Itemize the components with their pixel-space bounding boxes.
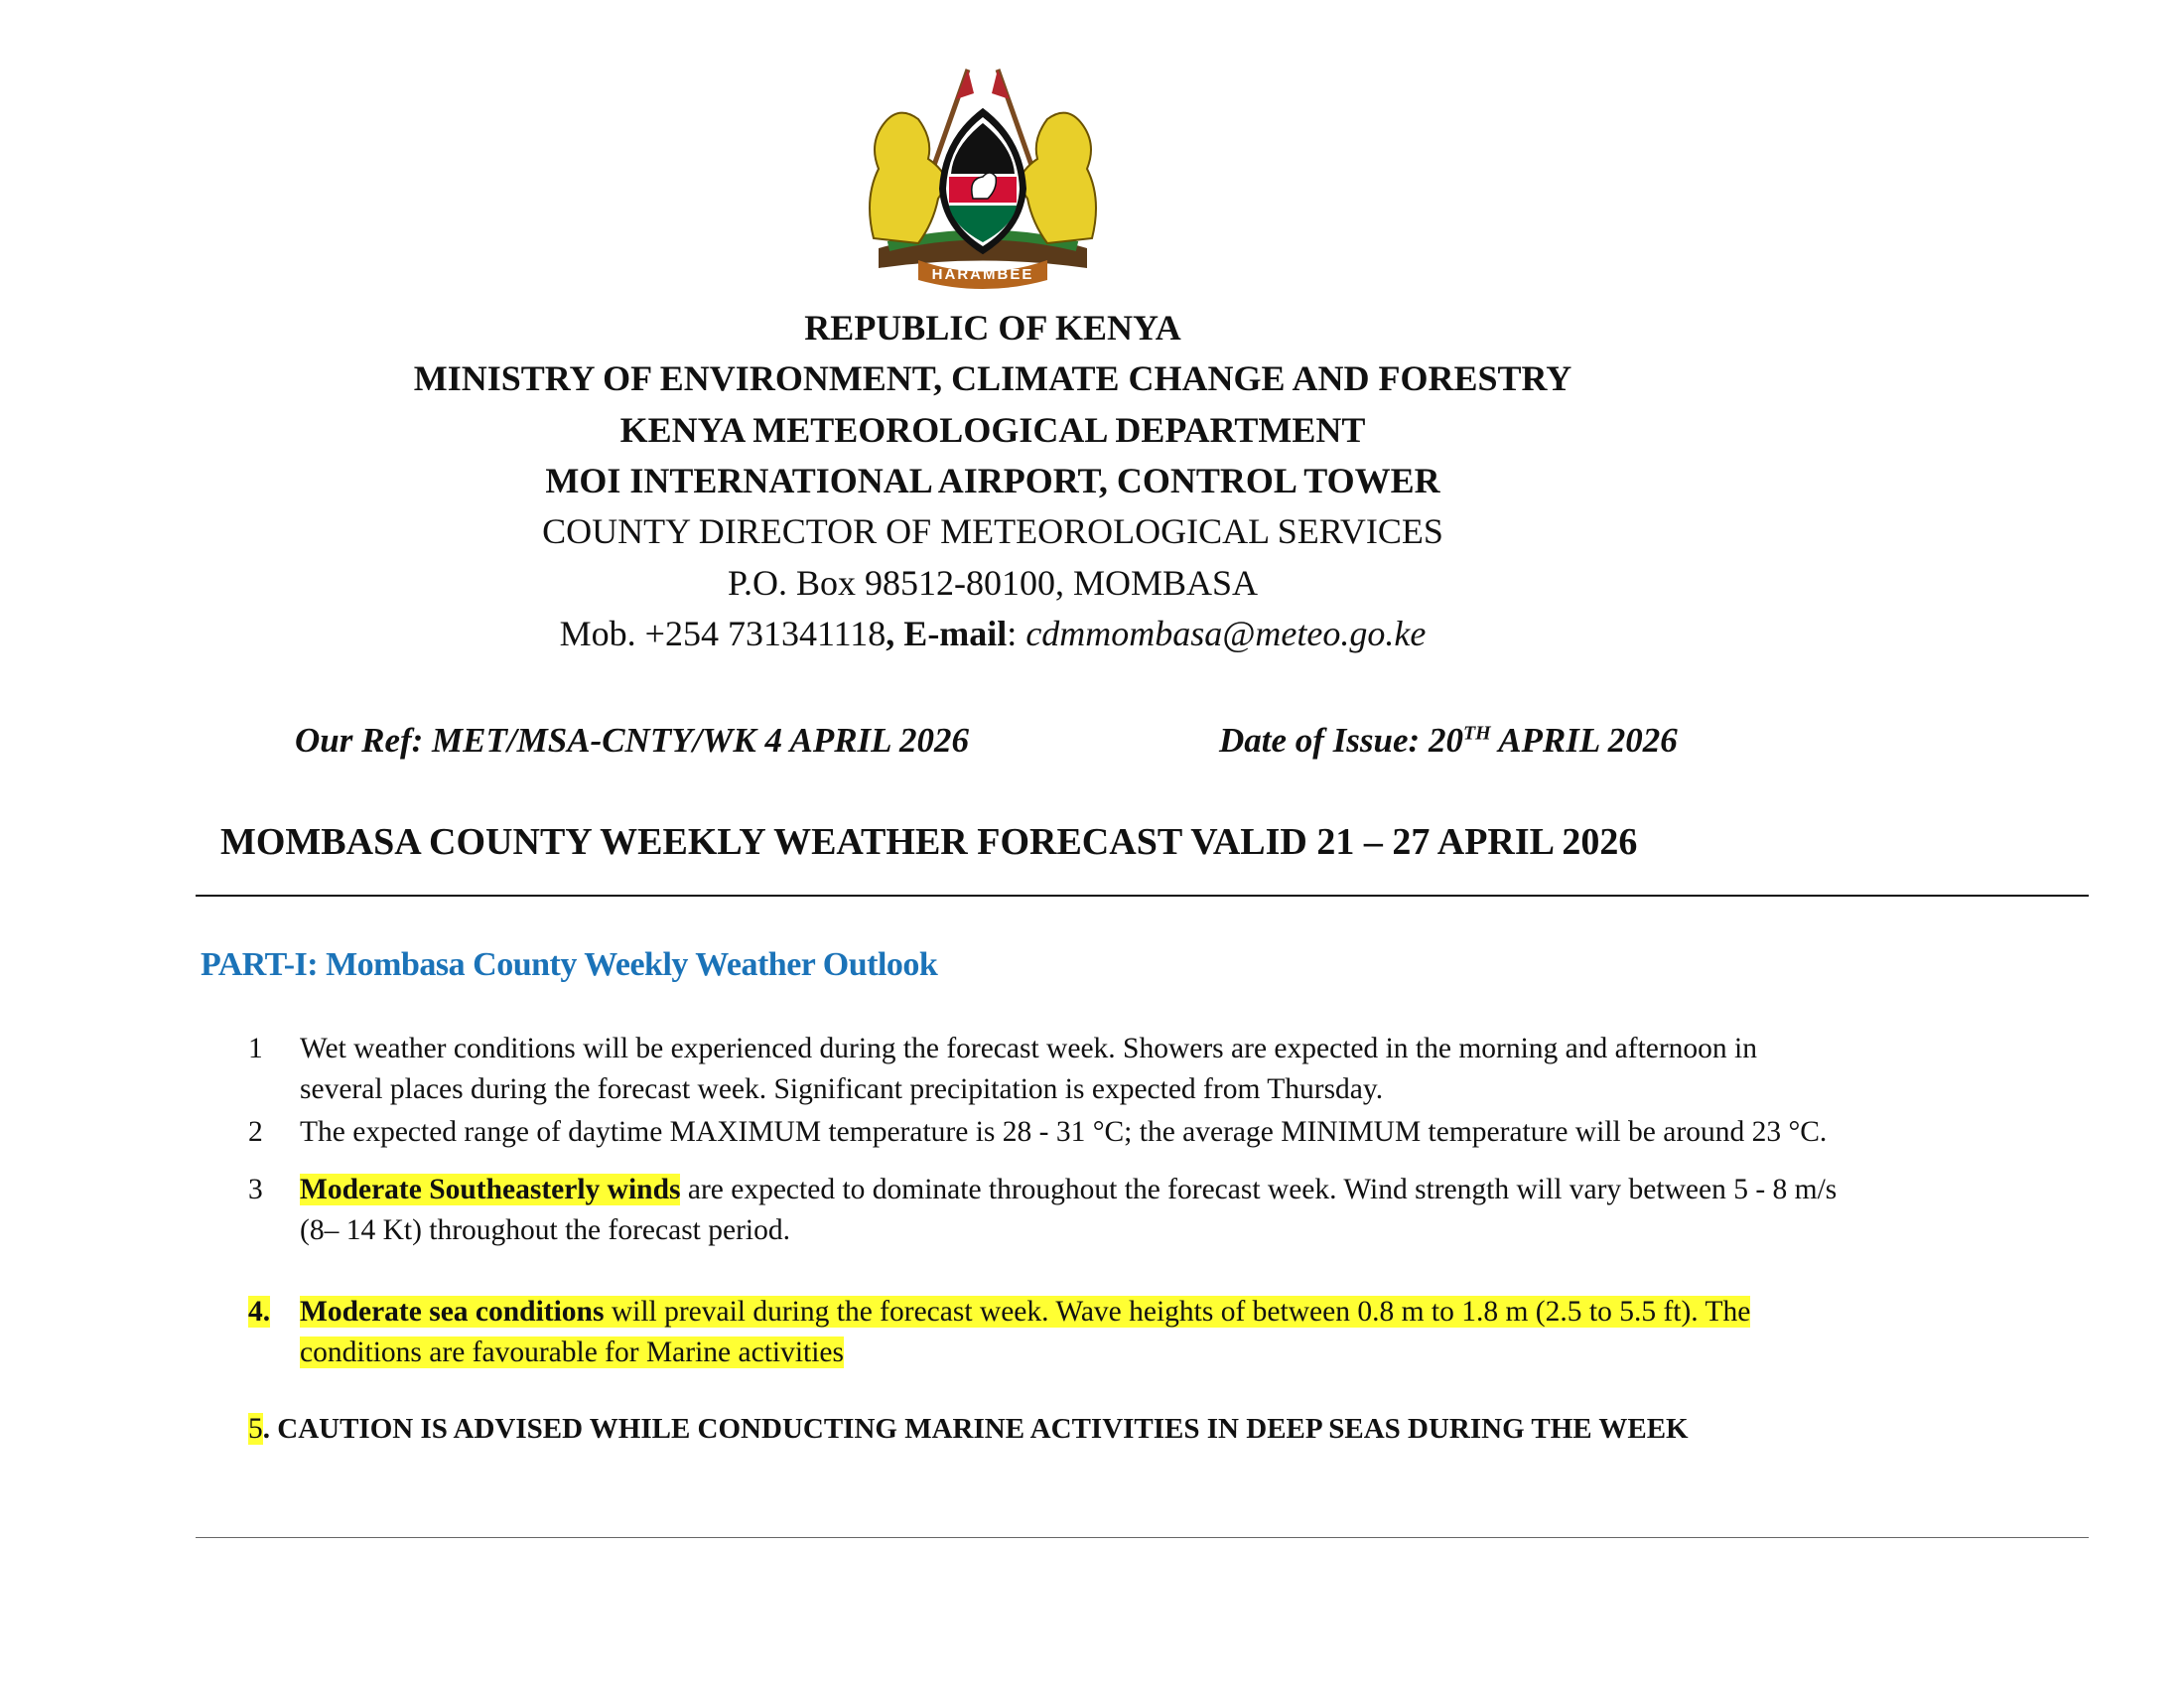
department-heading: KENYA METEOROLOGICAL DEPARTMENT bbox=[619, 410, 1366, 450]
coat-of-arms-motto: HARAMBEE bbox=[931, 266, 1034, 283]
coat-of-arms-icon bbox=[849, 50, 1117, 293]
contact-line bbox=[560, 613, 1427, 654]
our-ref: Our Ref: MET/MSA-CNTY/WK 4 APRIL 2026 bbox=[295, 721, 969, 760]
item-text bbox=[300, 1029, 1757, 1110]
date-suffix: APRIL 2026 bbox=[1490, 721, 1678, 760]
email-colon: : bbox=[1007, 614, 1018, 653]
item-number: 4. bbox=[248, 1296, 271, 1328]
ministry-heading: MINISTRY OF ENVIRONMENT, CLIMATE CHANGE AND FORESTRY bbox=[413, 358, 1572, 398]
bottom-divider bbox=[196, 1537, 2089, 1538]
date-of-issue bbox=[1219, 721, 1678, 761]
item-number: 3 bbox=[248, 1174, 263, 1205]
date-superscript: TH bbox=[1462, 722, 1491, 745]
date-prefix: Date of Issue: 20 bbox=[1219, 721, 1463, 760]
item-number: 2 bbox=[248, 1116, 263, 1148]
item-line: several places during the forecast week. Significant precipitation is expected from Thursday. bbox=[300, 1073, 1384, 1105]
coat-of-arms-logo bbox=[849, 50, 1117, 293]
office-heading: COUNTY DIRECTOR OF METEOROLOGICAL SERVICES bbox=[542, 511, 1443, 551]
station-heading: MOI INTERNATIONAL AIRPORT, CONTROL TOWER bbox=[545, 461, 1440, 500]
po-box: P.O. Box 98512-80100, MOMBASA bbox=[727, 563, 1259, 603]
item-line: will prevail during the forecast week. Wave heights of between 0.8 m to 1.8 m (2.5 to 5.5 ft). The bbox=[604, 1296, 1751, 1328]
item-line: are expected to dominate throughout the forecast week. Wind strength will vary between 5 - 8 m/s bbox=[680, 1174, 1838, 1205]
item-number: 5 bbox=[248, 1413, 263, 1445]
item-line: (8– 14 Kt) throughout the forecast period. bbox=[300, 1214, 790, 1246]
item-text bbox=[300, 1170, 1837, 1251]
caution-text: . CAUTION IS ADVISED WHILE CONDUCTING MARINE ACTIVITIES IN DEEP SEAS DURING THE WEEK bbox=[262, 1413, 1689, 1445]
item-number: 1 bbox=[248, 1033, 263, 1064]
item-line: conditions are favourable for Marine activities bbox=[300, 1336, 844, 1368]
forecast-title: MOMBASA COUNTY WEEKLY WEATHER FORECAST VALID 21 – 27 APRIL 2026 bbox=[220, 821, 1638, 863]
item-text bbox=[300, 1292, 1750, 1373]
part-one-heading: PART-I: Mombasa County Weekly Weather Outlook bbox=[201, 946, 938, 983]
caution-item bbox=[248, 1409, 1689, 1450]
item-text: The expected range of daytime MAXIMUM temperature is 28 - 31 °C; the average MINIMUM temperature will be around 23 °C. bbox=[300, 1116, 1828, 1148]
item-line: Wet weather conditions will be experienced during the forecast week. Showers are expected in the morning and afternoon in bbox=[300, 1033, 1757, 1064]
email-link[interactable]: cdmmombasa@meteo.go.ke bbox=[1025, 614, 1427, 653]
highlighted-bold-text: Moderate sea conditions bbox=[300, 1296, 605, 1328]
highlighted-bold-text: Moderate Southeasterly winds bbox=[300, 1174, 681, 1205]
title-divider bbox=[196, 895, 2089, 897]
email-label: , E-mail bbox=[886, 614, 1008, 653]
republic-heading: REPUBLIC OF KENYA bbox=[804, 308, 1181, 348]
mobile-number: Mob. +254 731341118 bbox=[559, 614, 887, 653]
